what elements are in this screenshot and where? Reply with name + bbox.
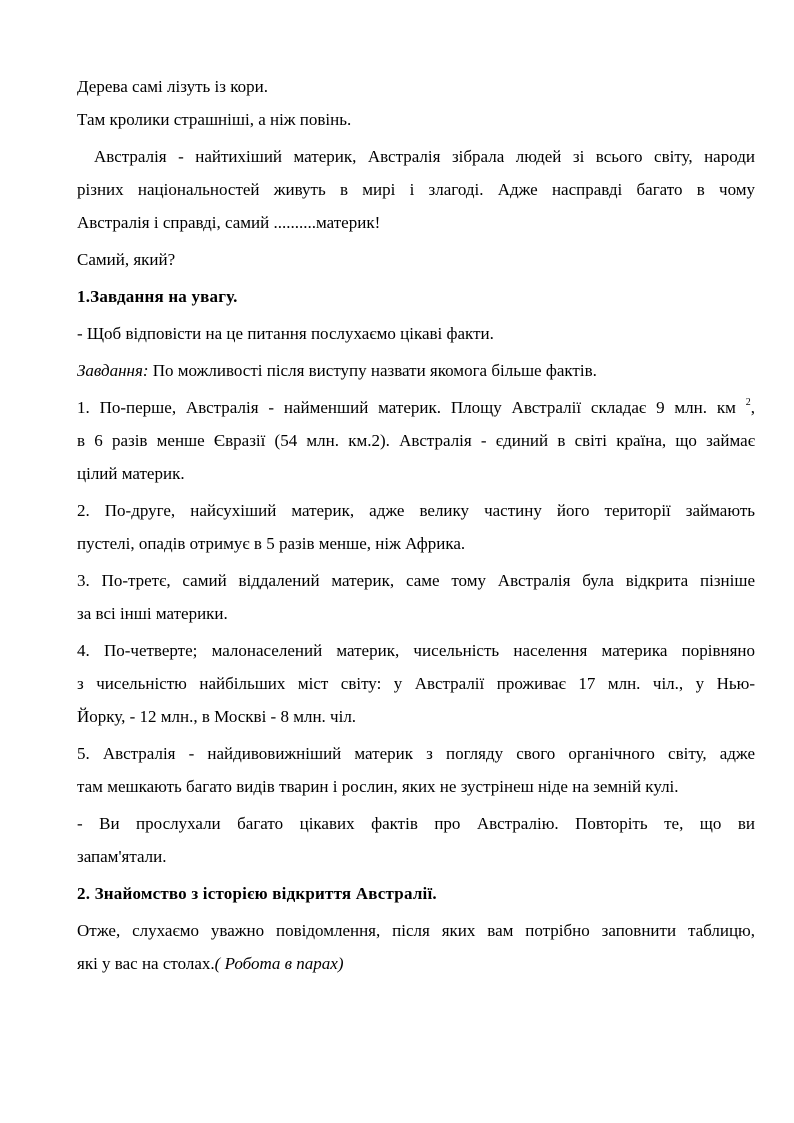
- fact-1-line-2: в 6 разів менше Євразії (54 млн. км.2). Австралія - єдиний в світі країна, що займає: [77, 431, 755, 450]
- task-line: [77, 354, 755, 387]
- closing-line-1: Отже, слухаємо уважно повідомлення, після яких вам потрібно заповнити таблицю,: [77, 921, 755, 940]
- recap-paragraph: [77, 807, 755, 873]
- fact-5-line-1: 5. Австралія - найдивовижніший материк з погляду свого органічного світу, адже: [77, 744, 755, 763]
- section-heading-2: 2. Знайомство з історією відкриття Австралії.: [77, 884, 437, 903]
- recap-line-2: запам'ятали.: [77, 847, 167, 866]
- fact-4-line-1: 4. По-четверте; малонаселений материк, чисельність населення материка порівняно: [77, 641, 755, 660]
- poem-line-2: Там кролики страшніші, а ніж повінь.: [77, 110, 352, 129]
- intro-line-1: Австралія - найтихіший материк, Австралія зібрала людей зі всього світу, народи: [94, 147, 755, 166]
- fact-2-line-1: 2. По-друге, найсухіший материк, адже велику частину його території займають: [77, 501, 755, 520]
- document-page: [77, 70, 755, 980]
- section-heading-1: 1.Завдання на увагу.: [77, 287, 238, 306]
- fact-1: [77, 391, 755, 490]
- question: Самий, який?: [77, 250, 176, 269]
- fact-2: [77, 494, 755, 560]
- closing-line-2: [77, 947, 755, 980]
- fact-5: [77, 737, 755, 803]
- closing-paragraph: [77, 914, 755, 980]
- intro-line-3: Австралія і справді, самий ..........материк!: [77, 213, 381, 232]
- fact-4-line-3: Йорку, - 12 млн., в Москві - 8 млн. чіл.: [77, 707, 357, 726]
- fact-3-line-1: 3. По-третє, самий віддалений материк, саме тому Австралія була відкрита пізніше: [77, 571, 755, 590]
- fact-1-line-1: [77, 391, 755, 424]
- poem-fragment: [77, 70, 755, 136]
- intro-line-2: різних національностей живуть в мирі і злагоді. Адже насправді багато в чому: [77, 180, 755, 199]
- recap-line-1: - Ви прослухали багато цікавих фактів про Австралію. Повторіть те, що ви: [77, 814, 755, 833]
- superscript: 2: [745, 397, 751, 408]
- fact-3-line-2: за всі інші материки.: [77, 604, 228, 623]
- fact-5-line-2: там мешкають багато видів тварин і рослин, яких не зустрінеш ніде на земній кулі.: [77, 777, 679, 796]
- fact-1-line-3: цілий материк.: [77, 464, 185, 483]
- task-text: По можливості після виступу назвати якомога більше фактів.: [148, 361, 597, 380]
- fact-2-line-2: пустелі, опадів отримує в 5 разів менше, ніж Африка.: [77, 534, 466, 553]
- poem-line-1: Дерева самі лізуть із кори.: [77, 77, 268, 96]
- task-label: Завдання:: [77, 361, 149, 380]
- fact-3: [77, 564, 755, 630]
- fact-4-line-2: з чисельністю найбільших міст світу: у Австралії проживає 17 млн. чіл., у Нью-: [77, 674, 755, 693]
- fact-1-line-1-text: 1. По-перше, Австралія - найменший материк. Площу Австралії складає 9 млн. км: [77, 398, 736, 417]
- pair-work-note: ( Робота в парах): [214, 954, 344, 973]
- closing-line-2-text: які у вас на столах.: [77, 954, 215, 973]
- fact-4: [77, 634, 755, 733]
- instruction: - Щоб відповісти на це питання послухаємо цікаві факти.: [77, 324, 494, 343]
- fact-1-line-1-comma: ,: [750, 398, 755, 417]
- intro-paragraph: [77, 140, 755, 239]
